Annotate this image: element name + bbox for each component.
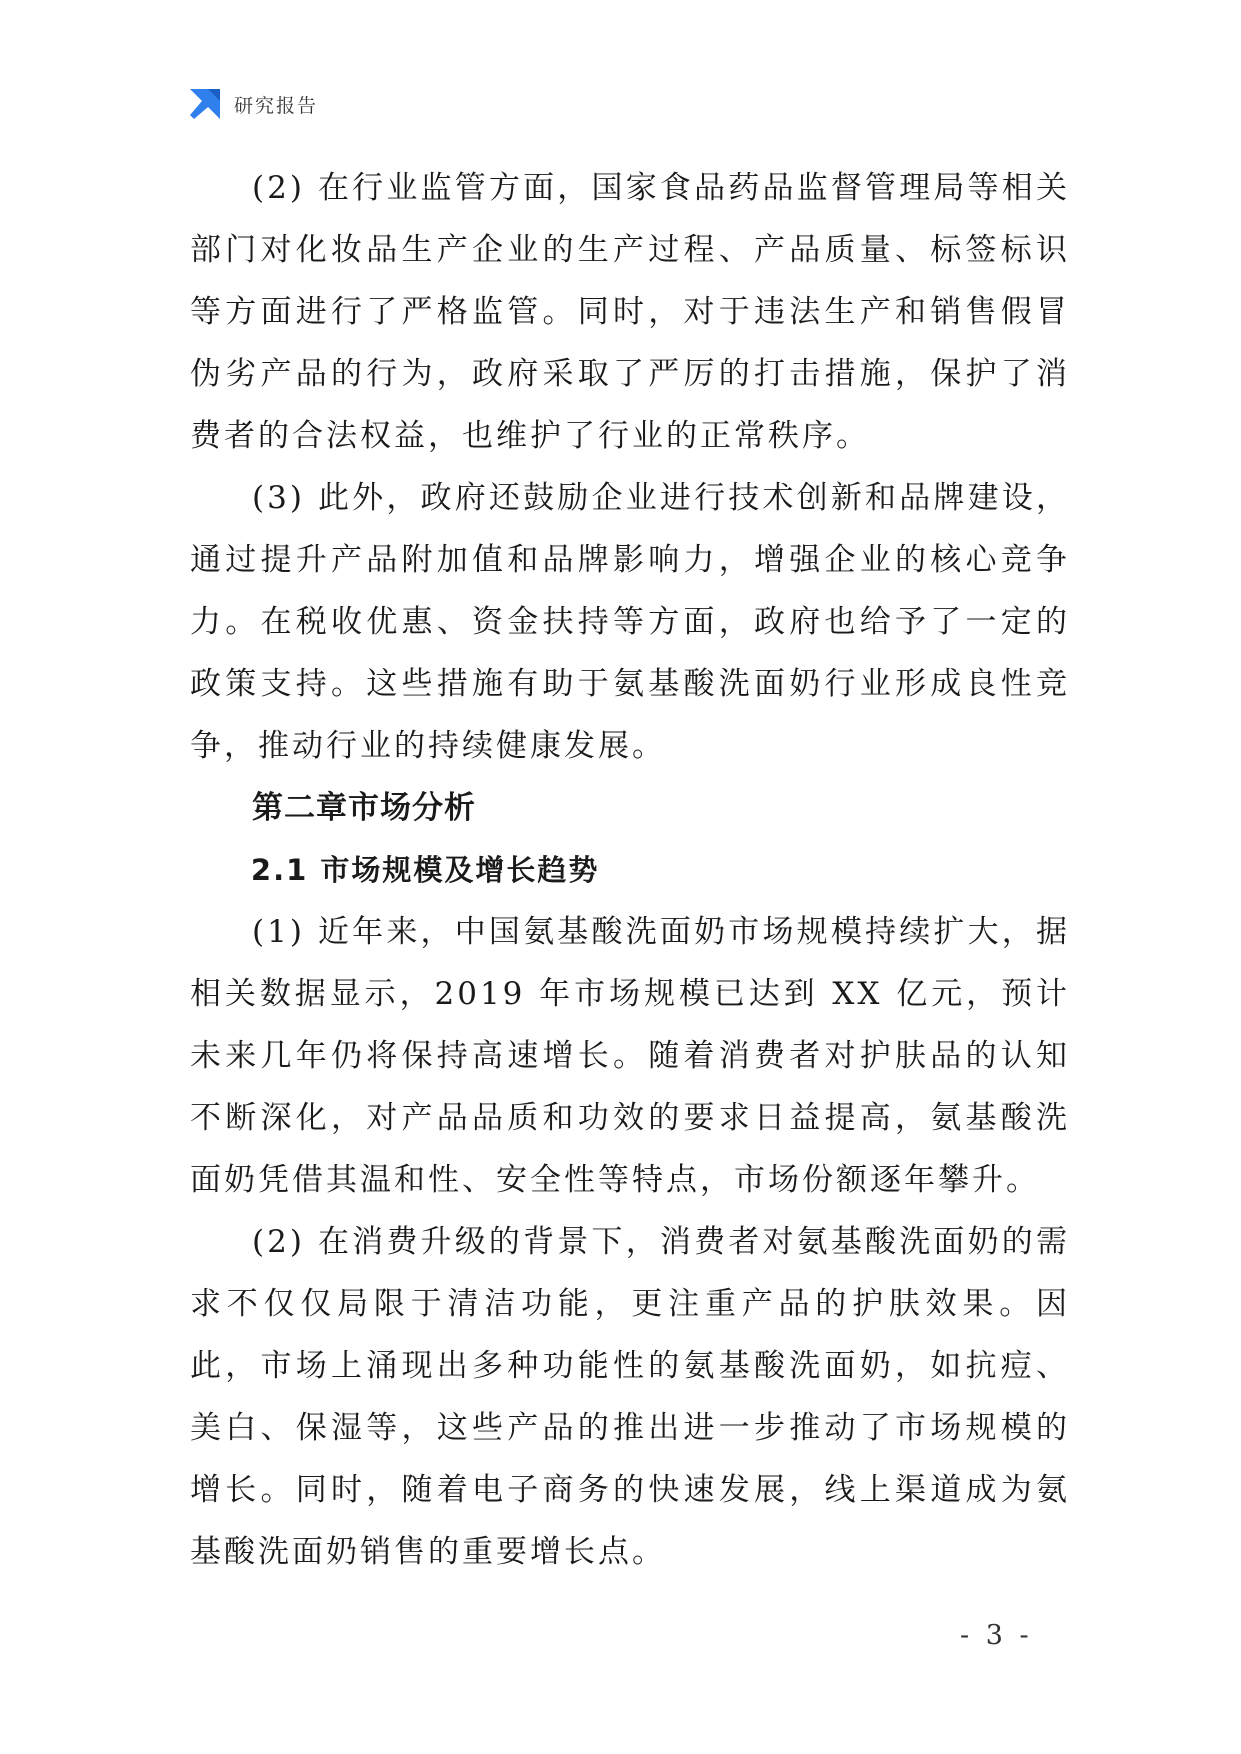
page-number: - 3 - (960, 1620, 1033, 1651)
chapter-title: 第二章市场分析 (252, 790, 476, 826)
header-label: 研究报告 (234, 94, 319, 117)
paragraph-market-size: (1) 近年来，中国氨基酸洗面奶市场规模持续扩大，据相关数据显示，2019 年市场规模已达到 XX 亿元，预计未来几年仍将保持高速增长。随着消费者对护肤品的认知不断深化，对产品品质和功效的要求日益提高，氨基酸洗面奶凭借其温和性、安全性等特点，市场份额逐年攀升。 (190, 914, 1070, 1198)
document-body (190, 157, 1070, 1583)
paragraph-regulation: (2) 在行业监管方面，国家食品药品监督管理局等相关部门对化妆品生产企业的生产过程、产品质量、标签标识等方面进行了严格监管。同时，对于违法生产和销售假冒伪劣产品的行为，政府采取了严厉的打击措施，保护了消费者的合法权益，也维护了行业的正常秩序。 (190, 170, 1070, 454)
paragraph-consumption-upgrade: (2) 在消费升级的背景下，消费者对氨基酸洗面奶的需求不仅仅局限于清洁功能，更注重产品的护肤效果。因此，市场上涌现出多种功能性的氨基酸洗面奶，如抗痘、美白、保湿等，这些产品的推出进一步推动了市场规模的增长。同时，随着电子商务的快速发展，线上渠道成为氨基酸洗面奶销售的重要增长点。 (190, 1224, 1070, 1570)
report-header (190, 86, 318, 122)
arrow-logo-icon (190, 89, 220, 119)
section-title: 2.1 市场规模及增长趋势 (250, 853, 600, 887)
paragraph-policy-support: (3) 此外，政府还鼓励企业进行技术创新和品牌建设，通过提升产品附加值和品牌影响力，增强企业的核心竞争力。在税收优惠、资金扶持等方面，政府也给予了一定的政策支持。这些措施有助于氨基酸洗面奶行业形成良性竞争，推动行业的持续健康发展。 (190, 480, 1070, 764)
